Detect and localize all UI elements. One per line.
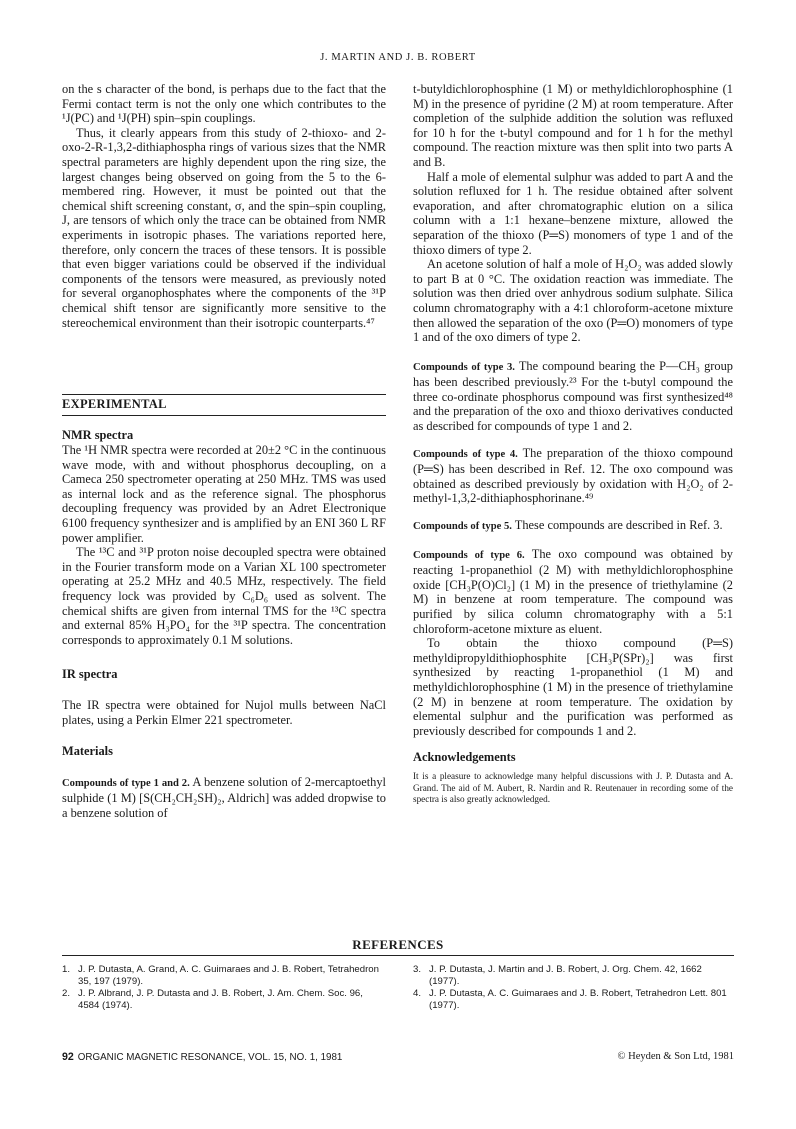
left-column [62,82,386,820]
type6-paragraph [413,547,733,637]
type5-runin: Compounds of type 5. [413,521,512,533]
right-paragraph-3: An acetone solution of half a mole of H₂O₂ was added slowly to part B at 0 °C. The oxidation reaction was immediate. The solution was then dried over anhydrous sodium sulphate. Silica column chromatography with a 4:1 chloroform-acetone mixture then allowed the separation of the oxo (P═O) monomers of type 1 and of the oxo dimers of type 2. [413,257,733,345]
page-number: 92 [62,1051,74,1063]
references-heading: REFERENCES [352,937,444,952]
reference-text: J. P. Dutasta, J. Martin and J. B. Robert, J. Org. Chem. 42, 1662 (1977). [429,964,702,987]
nmr-spectra-heading: NMR spectra [62,428,134,443]
reference-text: J. P. Albrand, J. P. Dutasta and J. B. Robert, J. Am. Chem. Soc. 96, 4584 (1974). [78,988,363,1011]
reference-number: 1. [62,964,71,975]
references-left [62,964,380,1012]
ir-paragraph: The IR spectra were obtained for Nujol mulls between NaCl plates, using a Perkin Elmer 221 spectrometer. [62,698,386,727]
reference-text: J. P. Dutasta, A. Grand, A. C. Guimaraes and J. B. Robert, Tetrahedron 35, 197 (1979). [78,964,379,987]
reference-text: J. P. Dutasta, A. C. Guimaraes and J. B. Robert, Tetrahedron Lett. 801 (1977). [429,988,727,1011]
reference-item [62,988,380,1011]
type5-paragraph [413,518,733,535]
type6-runin: Compounds of type 6. [413,549,525,561]
nmr-paragraph-1: The ¹H NMR spectra were recorded at 20±2 °C in the continuous wave mode, with and without phosphorus decoupling, on a Cameca 250 spectrometer operating at 250 MHz. TMS was used as internal lock and as the reference signal. The phosphorus decoupling frequency was provided by an Adret Electronique 6100 frequency synthesizer and is amplified by an ENI 360 L RF power amplifier. [62,443,386,545]
type3-runin: Compounds of type 3. [413,361,515,373]
right-column [413,82,733,805]
type4-runin: Compounds of type 4. [413,448,518,460]
reference-number: 4. [413,988,422,1000]
left-paragraph-1: on the s character of the bond, is perhaps due to the fact that the Fermi contact term is not the only one which contributes to the ¹J(PC) and ¹J(PH) spin–spin couplings. [62,82,386,126]
reference-item [62,964,380,987]
acknowledgements-text: It is a pleasure to acknowledge many helpful discussions with J. P. Dutasta and A. Grand. The aid of M. Aubert, R. Nardin and R. Reutenauer in recording some of the spectra is also greatly acknowledged. [413,771,733,804]
journal-name: ORGANIC MAGNETIC RESONANCE, VOL. 15, NO. 1, 1981 [77,1052,343,1063]
type6-text: The oxo compound was obtained by reacting 1-propanethiol (2 M) with methyldichlorophosphine oxide [CH₃P(O)Cl₂] (1 M) in the presence of triethylamine (2 M) in benzene at room temperature. The compound was purified by silica column chromatography with a 5:1 chloroform-acetone mixture as eluent. [413,546,733,636]
footer-copyright: © Heyden & Son Ltd, 1981 [617,1051,734,1062]
materials-heading: Materials [62,743,113,758]
running-head: J. MARTIN AND J. B. ROBERT [320,52,476,63]
type3-text: The compound bearing the P—CH₃ group has been described previously.²³ For the t-butyl compound the three co-ordinate phosphorus compound was first synthesized⁴⁸ and the preparation of the oxo and thioxo derivatives conducted as described for compounds of type 1 and 2. [413,358,733,434]
type5-text: These compounds are described in Ref. 3. [514,518,723,533]
right-paragraph-1: t-butyldichlorophosphine (1 M) or methyldichlorophosphine (1 M) in the presence of pyridine (2 M) at room temperature. After completion of the sulphide addition the solution was refluxed for 10 h for the t-butyl compound and for 1 h for the methyl compound. The reaction mixture was then split into two parts A and B. [413,82,733,169]
right-paragraph-2: Half a mole of elemental sulphur was added to part A and the solution refluxed for 1 h. The residue obtained after solvent evaporation, and after chromatographic elution on a silica column with a 1:1 hexane–benzene mixture, allowed the separation of the thioxo (P═S) monomers of type 1 and of the thioxo dimers of type 2. [413,169,733,257]
type6-paragraph-2: To obtain the thioxo compound (P═S) methyldipropyldithiophosphite [CH₃P(SPr)₂] was first synthesized by reacting 1-propanethiol (1 M) and methyldichlorophosphine (1 M) in the presence of triethylamine (2 M) in benzene at room temperature. The oxidation by elemental sulphur and the purification was performed as previously described for compounds 1 and 2. [413,636,733,738]
type4-paragraph [413,446,733,506]
references-rule [62,955,734,956]
type4-text: The preparation of the thioxo compound (P═S) has been described in Ref. 12. The oxo compound was obtained as described previously by oxidation with H₂O₂ of 2-methyl-1,3,2-dithiaphosphorinane.⁴⁹ [413,445,733,506]
reference-item [413,964,733,987]
type3-paragraph [413,359,733,434]
footer-journal-line [62,1051,342,1063]
experimental-heading: EXPERIMENTAL [62,397,167,412]
acknowledgements-heading: Acknowledgements [413,750,516,765]
ir-spectra-heading: IR spectra [62,667,118,682]
nmr-paragraph-2: The ¹³C and ³¹P proton noise decoupled spectra were obtained in the Fourier transform mode on a Varian XL 100 spectrometer operating at 25.2 MHz and 40.5 MHz, respectively. The field frequency lock was provided by C₆D₆ used as solvent. The chemical shifts are given from internal TMS for the ¹³C spectra and external 85% H₃PO₄ for the ³¹P spectra. The concentration corresponds to approximately 0.1 M solutions. [62,545,386,647]
type12-paragraph [62,775,386,821]
left-paragraph-2: Thus, it clearly appears from this study of 2-thioxo- and 2-oxo-2-R-1,3,2-dithiaphospha rings of various sizes that the NMR spectral parameters are highly dependent upon the ring size, the largest changes being observed on going from the 5 to the 6-membered ring. However, it must be pointed out that the chemical shift screening constant, σ, and the spin–spin coupling, J, are tensors of which only the trace can be obtained from NMR experiments in isotropic phases. The variations reported here, therefore, only concern the traces of these tensors. It is possible that even bigger variations could be observed if the individual components of the tensors were measured, as previously noted for several organophosphates where the components of the ³¹P chemical shift tensor are significantly more sensitive to the stereochemical environment than their isotropic counterparts.⁴⁷ [62,125,386,330]
reference-item [413,988,733,1011]
references-right [413,964,733,1012]
reference-number: 2. [62,988,71,1000]
type12-text: A benzene solution of 2-mercaptoethyl sulphide (1 M) [S(CH₂CH₂SH)₂, Aldrich] was added dropwise to a benzene solution of [62,774,386,820]
reference-number: 3. [413,964,422,975]
type12-runin: Compounds of type 1 and 2. [62,777,190,789]
